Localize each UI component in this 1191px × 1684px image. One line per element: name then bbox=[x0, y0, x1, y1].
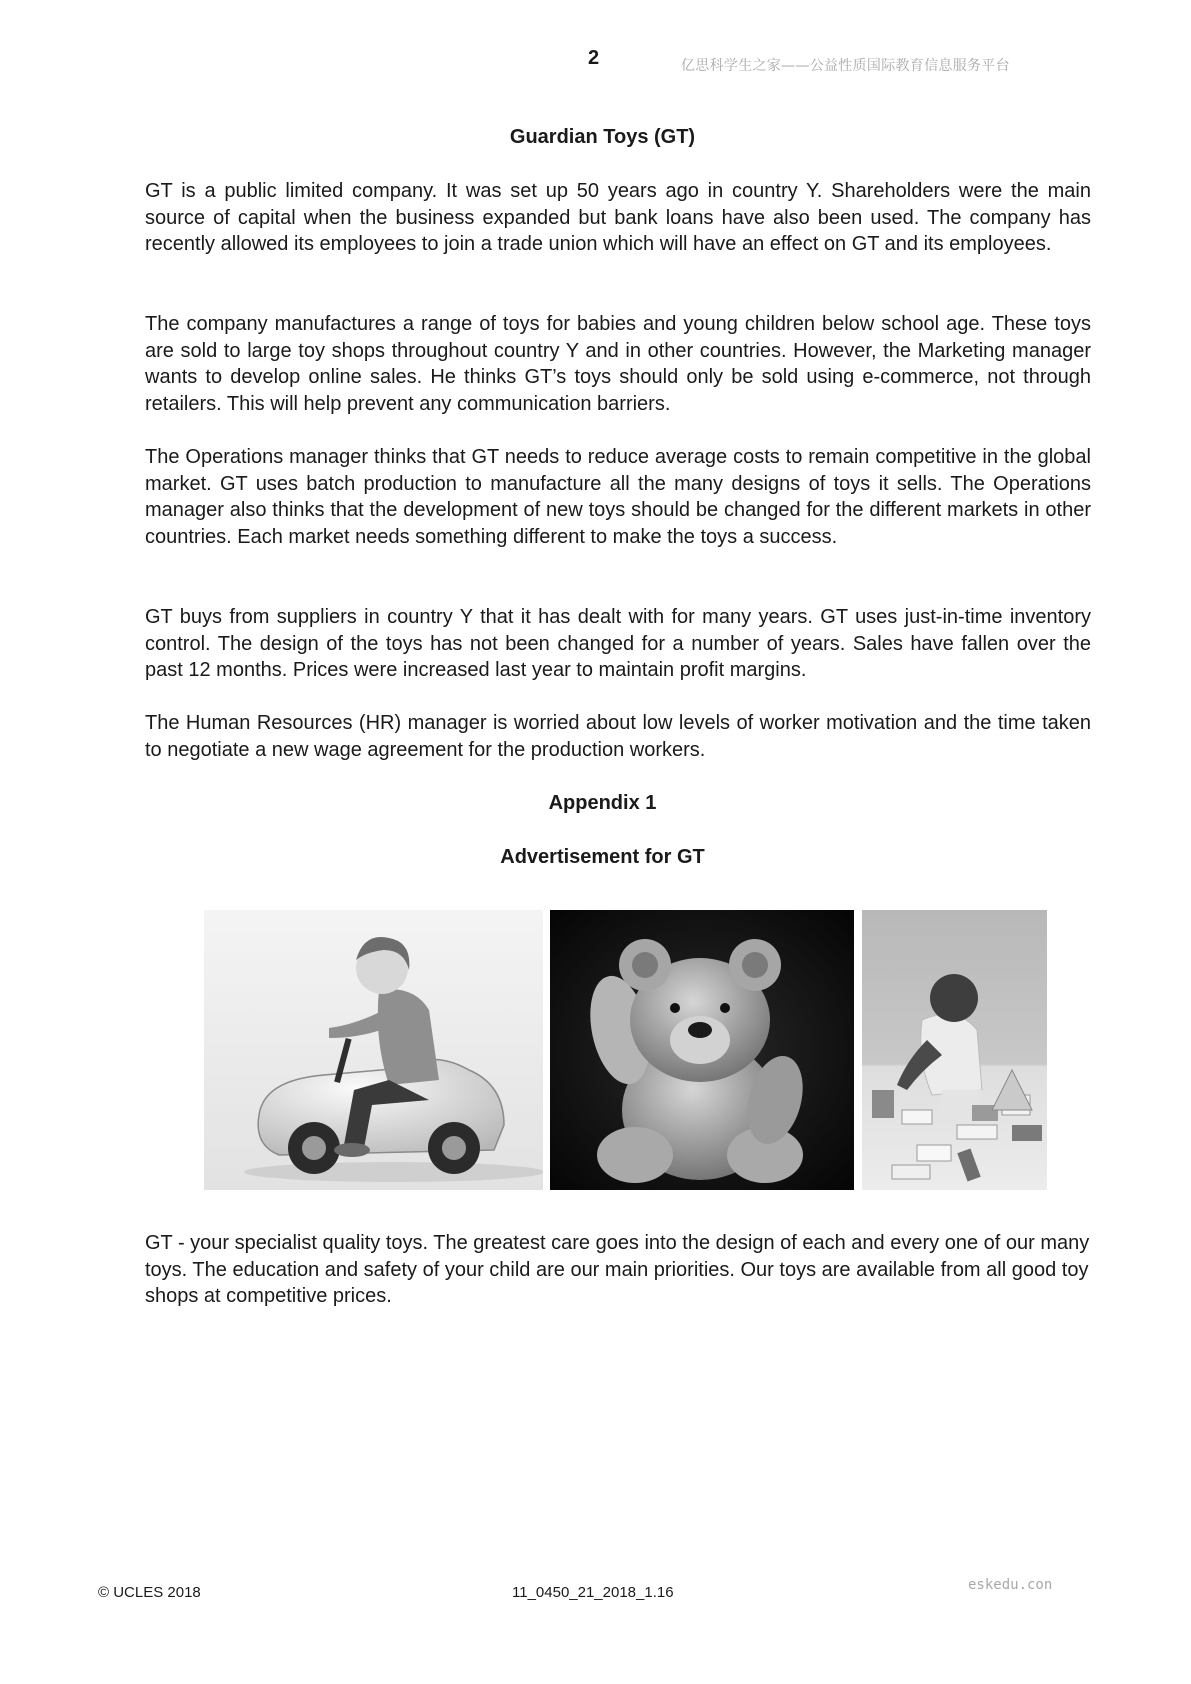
baby-with-blocks-photo bbox=[862, 910, 1047, 1190]
paragraph-products-marketing: The company manufactures a range of toys for babies and young children below school age. These toys are sold to large toy shops throughout country Y and in other countries. However, the Marketing manager wants to develop online sales. He thinks GT’s toys should only be sold using e-commerce, not through retailers. This will help prevent any communication barriers. bbox=[145, 313, 1091, 415]
child-ride-on-car-photo bbox=[204, 910, 543, 1190]
advertisement-text: GT - your specialist quality toys. The greatest care goes into the design of each and every one of our many toys. The education and safety of your child are our main priorities. Our toys are available from all good toy shops at competitive prices. bbox=[145, 1232, 1090, 1307]
appendix-title: Appendix 1 bbox=[548, 792, 657, 814]
page-number: 2 bbox=[588, 47, 600, 69]
header-watermark: 亿思科学生之家——公益性质国际教育信息服务平台 bbox=[681, 58, 1010, 74]
advertisement-title: Advertisement for GT bbox=[500, 846, 705, 868]
footer-document-code: 11_0450_21_2018_1.16 bbox=[512, 1584, 674, 1601]
paragraph-operations: The Operations manager thinks that GT needs to reduce average costs to remain competitive in the global market. GT uses batch production to manufacture all the many designs of toys it sells. The Operations manager also thinks that the development of new toys should be changed for the different markets in other countries. Each market needs something different to make the toys a success. bbox=[145, 446, 1091, 548]
document-title: Guardian Toys (GT) bbox=[509, 126, 696, 148]
footer-copyright: © UCLES 2018 bbox=[98, 1584, 201, 1601]
paragraph-suppliers: GT buys from suppliers in country Y that it has dealt with for many years. GT uses just-in-time inventory control. The design of the toys has not been changed for a number of years. Sales have fallen over the past 12 months. Prices were increased last year to maintain profit margins. bbox=[145, 606, 1091, 681]
footer-watermark: eskedu.con bbox=[968, 1577, 1053, 1593]
teddy-bear-photo bbox=[550, 910, 854, 1190]
paragraph-human-resources: The Human Resources (HR) manager is worried about low levels of worker motivation and the time taken to negotiate a new wage agreement for the production workers. bbox=[145, 712, 1091, 761]
paragraph-company-background: GT is a public limited company. It was set up 50 years ago in country Y. Shareholders were the main source of capital when the business expanded but bank loans have also been used. The company has recently allowed its employees to join a trade union which will have an effect on GT and its employees. bbox=[145, 180, 1091, 255]
